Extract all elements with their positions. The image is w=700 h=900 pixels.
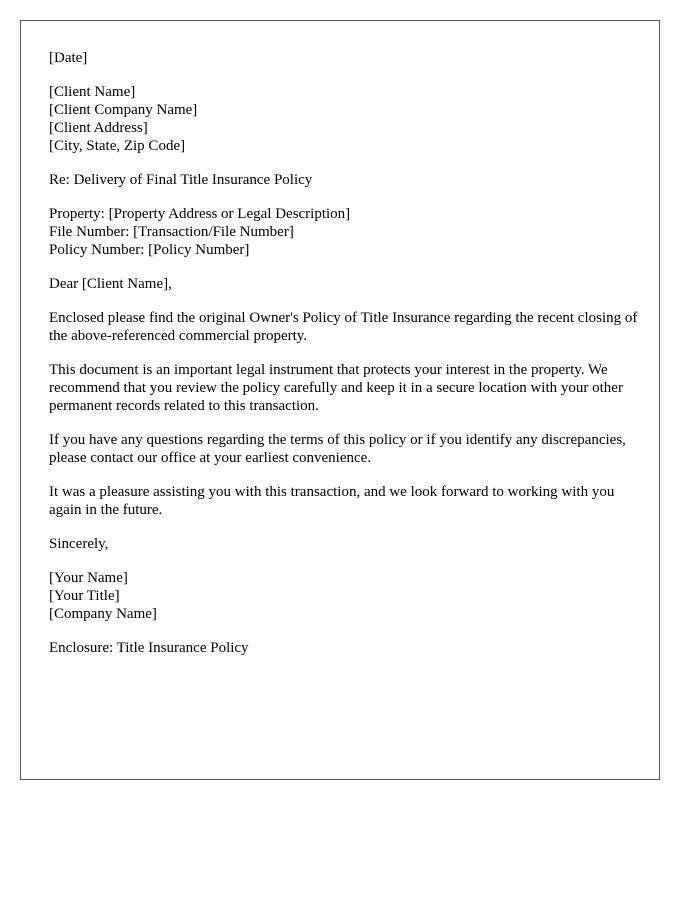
letter-body bbox=[49, 49, 639, 673]
body-paragraph-questions: If you have any questions regarding the terms of this policy or if you identify any discrepancies, please contact our office at your earliest convenience. bbox=[49, 432, 626, 466]
signer-company: [Company Name] bbox=[49, 606, 157, 622]
letter-date: [Date] bbox=[49, 50, 88, 66]
recipient-address: [Client Address] bbox=[49, 120, 148, 136]
file-number-reference: File Number: [Transaction/File Number] bbox=[49, 224, 294, 240]
signature-block bbox=[49, 569, 639, 623]
reference-block bbox=[49, 205, 639, 259]
recipient-address-block bbox=[49, 83, 639, 155]
signer-title: [Your Title] bbox=[49, 588, 120, 604]
property-reference: Property: [Property Address or Legal Description] bbox=[49, 206, 351, 222]
body-paragraph-importance: This document is an important legal instrument that protects your interest in the property. We recommend that you review the policy carefully and keep it in a secure location with your other permanent records related to this transaction. bbox=[49, 362, 623, 414]
letter-page bbox=[20, 20, 660, 780]
closing: Sincerely, bbox=[49, 536, 109, 552]
body-paragraph-enclosed: Enclosed please find the original Owner's Policy of Title Insurance regarding the recent closing of the above-referenced commercial property. bbox=[49, 310, 638, 344]
recipient-name: [Client Name] bbox=[49, 84, 136, 100]
policy-number-reference: Policy Number: [Policy Number] bbox=[49, 242, 250, 258]
body-paragraph-thanks: It was a pleasure assisting you with this transaction, and we look forward to working with you again in the future. bbox=[49, 484, 615, 518]
subject-line: Re: Delivery of Final Title Insurance Policy bbox=[49, 172, 313, 188]
enclosure-line: Enclosure: Title Insurance Policy bbox=[49, 640, 249, 656]
recipient-city-state-zip: [City, State, Zip Code] bbox=[49, 138, 186, 154]
signer-name: [Your Name] bbox=[49, 570, 128, 586]
salutation: Dear [Client Name], bbox=[49, 276, 172, 292]
recipient-company: [Client Company Name] bbox=[49, 102, 198, 118]
